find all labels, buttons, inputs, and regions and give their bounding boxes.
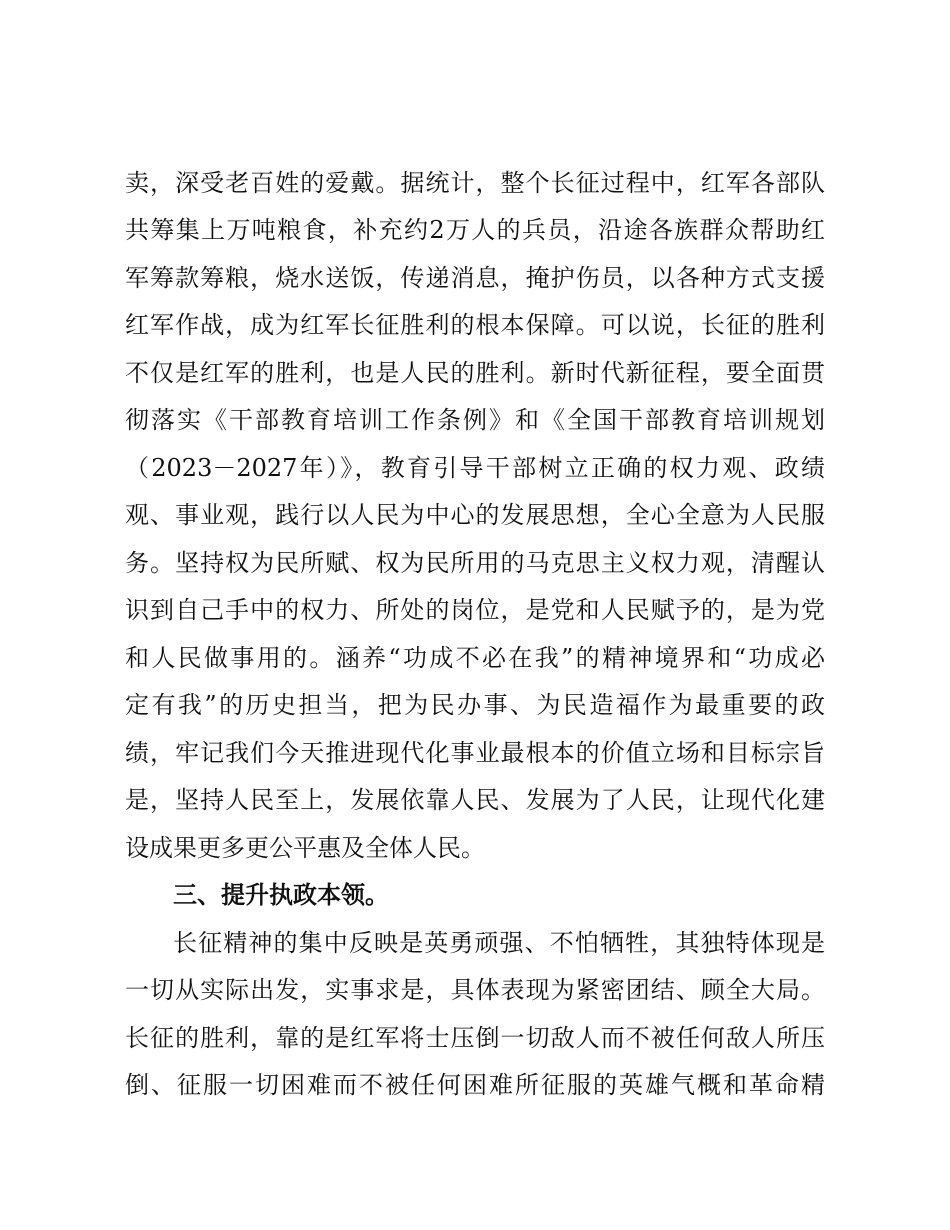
paragraph-line: 长征的胜利，靠的是红军将士压倒一切敌人而不被任何敌人所压	[125, 1024, 825, 1052]
paragraph-line: 一切从实际出发，实事求是，具体表现为紧密团结、顾全大局。	[125, 976, 825, 1004]
paragraph-line: 观、事业观，践行以人民为中心的发展思想，全心全意为人民服	[125, 501, 825, 529]
paragraph-line: 识到自己手中的权力、所处的岗位，是党和人民赋予的，是为党	[125, 596, 825, 624]
paragraph-line: 军筹款筹粮，烧水送饭，传递消息，掩护伤员，以各种方式支援	[125, 264, 825, 292]
paragraph-line: 长征精神的集中反映是英勇顽强、不怕牺牲，其独特体现是	[173, 929, 825, 957]
paragraph-line: 定有我”的历史担当，把为民办事、为民造福作为最重要的政	[125, 691, 825, 719]
paragraph-line: 倒、征服一切困难而不被任何困难所征服的英雄气概和革命精	[125, 1071, 825, 1099]
paragraph-line: 和人民做事用的。涵养“功成不必在我”的精神境界和“功成必	[125, 644, 825, 672]
paragraph-line: 务。坚持权为民所赋、权为民所用的马克思主义权力观，清醒认	[125, 549, 825, 577]
paragraph-line: 共筹集上万吨粮食，补充约2万人的兵员，沿途各族群众帮助红	[125, 216, 825, 244]
paragraph-line: 卖，深受老百姓的爱戴。据统计，整个长征过程中，红军各部队	[125, 169, 825, 197]
paragraph-line: 绩，牢记我们今天推进现代化事业最根本的价值立场和目标宗旨	[125, 739, 825, 767]
paragraph-line: 彻落实《干部教育培训工作条例》和《全国干部教育培训规划	[125, 406, 825, 434]
paragraph-line: 设成果更多更公平惠及全体人民。	[125, 834, 485, 862]
paragraph-line: 不仅是红军的胜利，也是人民的胜利。新时代新征程，要全面贯	[125, 359, 825, 387]
paragraph-line: 红军作战，成为红军长征胜利的根本保障。可以说，长征的胜利	[125, 311, 825, 339]
paragraph-line: 是，坚持人民至上，发展依靠人民、发展为了人民，让现代化建	[125, 786, 825, 814]
section-heading: 三、提升执政本领。	[173, 881, 389, 909]
paragraph-line: （2023－2027年）》，教育引导干部树立正确的权力观、政绩	[125, 454, 825, 482]
